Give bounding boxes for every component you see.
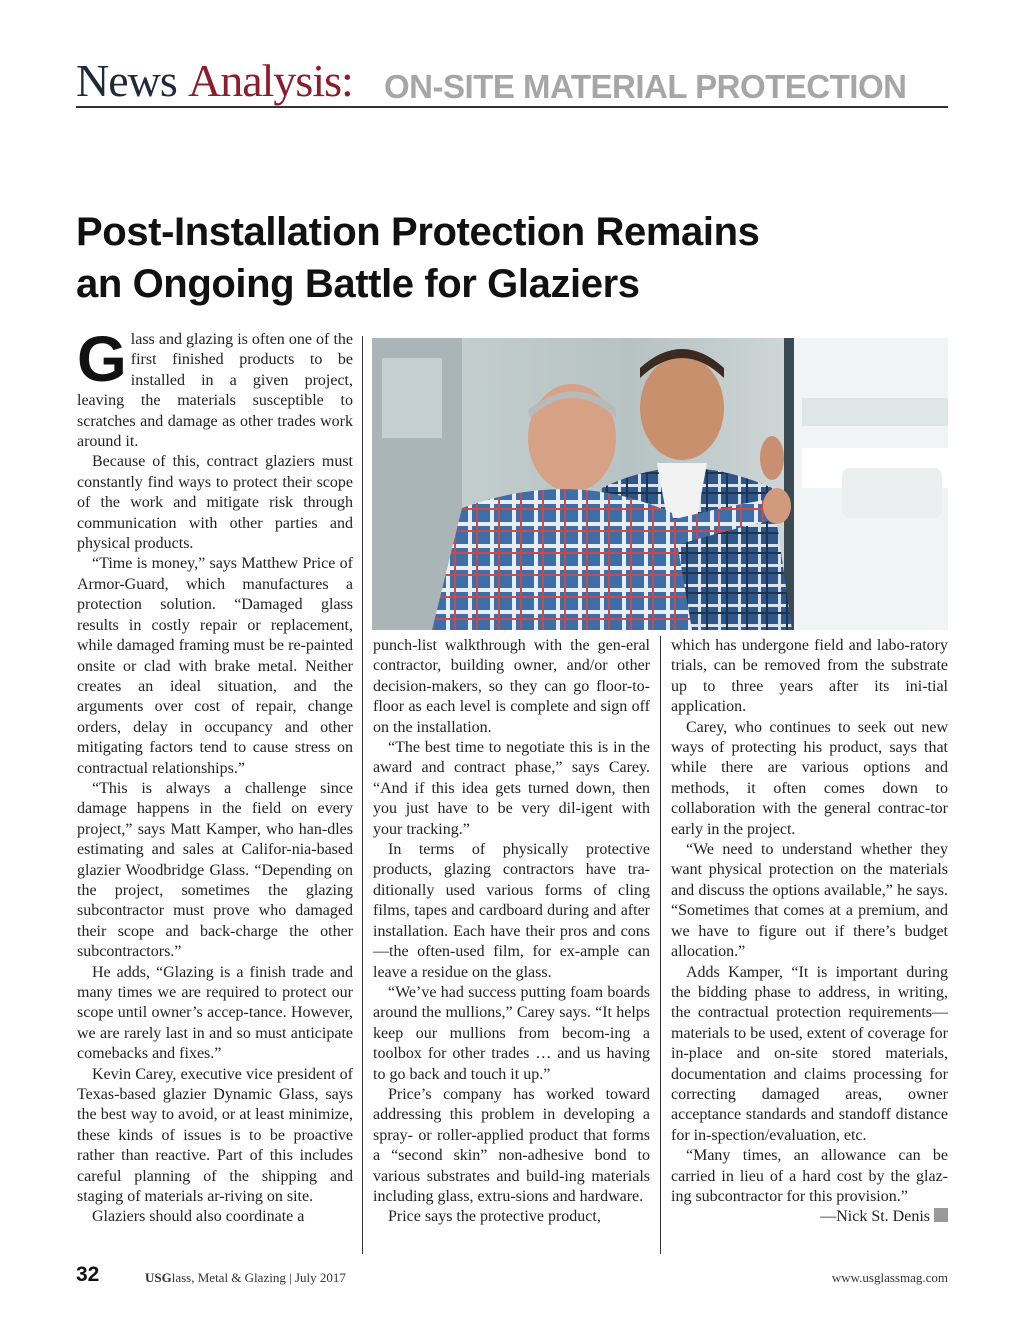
paragraph: Carey, who continues to seek out new ways of protecting his product, says that while there are various options and methods, it often comes down to collaboration with the general contrac-tor early in the project. [671, 718, 948, 838]
byline-text: —Nick St. Denis [820, 1208, 930, 1226]
publication-info [145, 1270, 346, 1286]
paragraph: Price’s company has worked toward addressing this problem in developing a spray- or roller-applied product that forms a “second skin” non-adhesive bond to various substrates and build-ing materials including glass, extru-sions and hardware. [373, 1085, 650, 1205]
paragraph: In terms of physically protective products, glazing contractors have tra-ditionally used various forms of cling films, tapes and cardboard during and after installation. Each have their pros and cons—the often-used film, for ex-ample can leave a residue on the glass. [373, 841, 650, 981]
paragraph: “We’ve had success putting foam boards around the mullions,” Carey says. “It helps keep our mullions from becom-ing a toolbox for other trades … and us having to go back and touch it up.” [373, 983, 650, 1083]
paragraph: Price says the protective product, [388, 1208, 601, 1226]
byline [671, 1207, 948, 1227]
masthead-news: News [76, 55, 177, 106]
paragraph: “Many times, an allowance can be carried in lieu of a hard cost by the glaz-ing subcontractor for this provision.” [671, 1147, 948, 1205]
paragraph: Adds Kamper, “It is important during the bidding phase to address, in writing, the contractual protection requirements—materials to be used, extent of coverage for in-place and on-site stored materials, documentation and claims processing for correcting damaged areas, owner acceptance standards and standoff distance for in-spection/evaluation, etc. [671, 963, 948, 1144]
paragraph: “This is always a challenge since damage happens in the field on every project,” says Matt Kamper, who han-dles estimating and sales at Califor-nia-based glazier Woodbridge Glass. “Depending on the project, sometimes the glazing subcontractor must prove who damaged their scope and back-charge the other subcontractors.” [77, 779, 353, 961]
paragraph: punch-list walkthrough with the gen-eral contractor, building owner, and/or other decision-makers, so they can go floor-to-floor as each level is complete and sign off on the installation. [373, 637, 650, 736]
headline-line-1: Post-Installation Protection Remains [76, 210, 760, 254]
paragraph: which has undergone field and labo-ratory trials, can be removed from the substrate up to three years after its ini-tial application. [671, 637, 948, 716]
paragraph: “The best time to negotiate this is in the award and contract phase,” says Carey. “And if this idea gets turned down, then you just have to be very dil-igent with your tracking.” [373, 739, 650, 838]
glaziers-photo [372, 338, 948, 630]
column-divider-1 [362, 336, 363, 1254]
paragraph: Because of this, contract glaziers must constantly find ways to protect their scope of the work and mitigate risk through communication with other parties and physical products. [77, 453, 353, 553]
masthead-section-title: ON-SITE MATERIAL PROTECTION [384, 68, 907, 105]
article-column-3 [671, 636, 948, 1228]
masthead [76, 54, 948, 108]
article-column-1 [77, 323, 353, 1228]
paragraph: “Time is money,” says Matthew Price of Armor-Guard, which manufactures a protection solution. “Damaged glass results in costly repair or replacement, while damaged framing must be re-painted onsite or clad with brake metal. Neither creates an ideal situation, and the arguments over cost of repair, change orders, delay in occupancy and other mitigating factors tend to cause stress on contractual relationships.” [77, 555, 353, 777]
footer-separator: | [289, 1270, 292, 1285]
website-url[interactable]: www.usglassmag.com [831, 1270, 948, 1285]
publication-brand: USG [145, 1270, 172, 1285]
headline-line-2: an Ongoing Battle for Glaziers [76, 262, 640, 306]
masthead-analysis: Analysis: [188, 55, 353, 106]
paragraph-text: lass and glazing is often one of the first finished products to be installed in a given project, leaving the materials susceptible to scratches and damage as other trades work around it. [77, 331, 353, 451]
photo-illustration [372, 338, 948, 630]
publication-name: lass, Metal & Glazing [171, 1270, 286, 1285]
column-divider-2 [660, 636, 661, 1254]
paragraph: Glaziers should also coordinate a [92, 1208, 305, 1226]
issue-date: July 2017 [294, 1270, 346, 1285]
page-number: 32 [76, 1263, 100, 1286]
drop-cap: G [77, 323, 127, 395]
end-mark-icon [934, 1208, 948, 1222]
article-headline [76, 206, 956, 310]
paragraph [77, 323, 353, 452]
paragraph: Kevin Carey, executive vice president of Texas-based glazier Dynamic Glass, says the best way to avoid, or at least minimize, these kinds of issues is to be proactive rather than reactive. Part of this includes careful planning of the shipping and staging of materials ar-riving on site. [77, 1065, 353, 1206]
article-column-2 [373, 636, 650, 1228]
paragraph: He adds, “Glazing is a finish trade and many times we are required to protect our scope until owner’s accep-tance. However, we are rarely last in and so must anticipate comebacks and fixes.” [77, 963, 353, 1063]
paragraph: “We need to understand whether they want physical protection on the materials and discuss the options available,” he says. “Sometimes that comes at a premium, and we have to figure out if there’s budget allocation.” [671, 841, 948, 961]
